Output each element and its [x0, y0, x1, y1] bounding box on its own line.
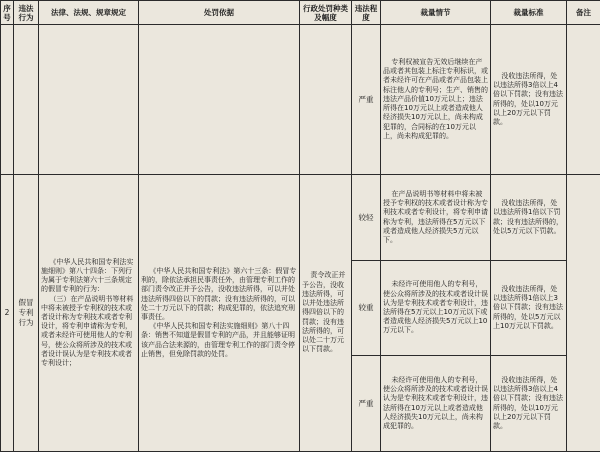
row1-degree: 严重	[352, 25, 381, 175]
law-paragraph-1: 《中华人民共和国专利法实施细则》第八十四条：下列行为属于专利法第六十三条规定的假冒专利的行为：	[41, 258, 136, 295]
row1-law-cell	[39, 25, 139, 175]
row2-seq: 2	[1, 175, 14, 452]
row2-circumstance-severe: 未经许可使用他人的专利号，使公众将所涉及的技术或者设计误认为是专利技术或者专利设计，违法所得在10万元以上或者造成他人经济损失10万元以上，尚未构成犯罪的。	[381, 356, 491, 452]
row2-act: 假冒专利行为	[14, 175, 39, 452]
basis-paragraph-1: 《中华人民共和国专利法》第六十三条：假冒专利的，除依法承担民事责任外，由管理专利工作的部门责令改正并予公告，没收违法所得，可以并处违法所得四倍以下的罚款；没有违法所得的，可以处二十万元以下的罚款；构成犯罪的，依法追究刑事责任。	[141, 267, 297, 322]
header-standard: 裁量标准	[491, 1, 567, 25]
row2-remark-cell	[567, 175, 600, 452]
row1-remark-cell	[567, 25, 600, 175]
header-seq: 序号	[1, 1, 14, 25]
row1-circumstance: 专利权被宣告无效后继续在产品或者其包装上标注专利标识，或者未经许可在产品或者产品包装上标注他人的专利号；生产、销售的违法产品价值10万元以上；违法所得在10万元以上或者造成他人经济损失10万元以上，尚未构成犯罪的，合同标的在10万元以上，尚未构成犯罪的。	[381, 25, 491, 175]
row1-act-cell	[14, 25, 39, 175]
row2-basis	[139, 175, 300, 452]
header-basis: 处罚依据	[139, 1, 300, 25]
row2-circumstance-light: 在产品说明书等材料中将未被授予专利权的技术或者设计称为专利技术或者专利设计，将专利申请称为专利，违法所得在5万元以下或者造成他人经济损失5万元以下。	[381, 175, 491, 261]
row1-penalty-cell	[300, 25, 352, 175]
header-penalty: 行政处罚种类及幅度	[300, 1, 352, 25]
row1-basis-cell	[139, 25, 300, 175]
table-row	[1, 25, 600, 175]
header-row	[1, 1, 600, 25]
header-remark: 备注	[567, 1, 600, 25]
row2-standard-light: 没收违法所得，处以违法所得1倍以下罚款；没有违法所得的，处以5万元以下罚款。	[491, 175, 567, 261]
row2-law	[39, 175, 139, 452]
header-degree: 违法程度	[352, 1, 381, 25]
basis-paragraph-2: 《中华人民共和国专利法实施细则》第八十四条：销售不知道是假冒专利的产品，并且能够证明该产品合法来源的，由管理专利工作的部门责令停止销售，但免除罚款的处罚。	[141, 322, 297, 359]
law-paragraph-2: （三）在产品说明书等材料中将未被授予专利权的技术或者设计称为专利技术或者专利设计，将专利申请称为专利，或者未经许可使用他人的专利号，使公众将所涉及的技术或者设计误认为是专利技术或者专利设计；	[41, 295, 136, 369]
row2-degree-severe: 严重	[352, 356, 381, 452]
row2-standard-moderate: 没收违法所得，处以违法所得1倍以上3倍以下罚款；没有违法所得的，处以5万元以上10万元以下罚款。	[491, 261, 567, 356]
row2-circumstance-moderate: 未经许可使用他人的专利号，使公众将所涉及的技术或者设计误认为是专利技术或者专利设计，违法所得在5万元以上10万元以下或者造成他人经济损失5万元以上10万元以下。	[381, 261, 491, 356]
header-law: 法律、法规、规章规定	[39, 1, 139, 25]
header-circumstance: 裁量情节	[381, 1, 491, 25]
row1-seq-cell	[1, 25, 14, 175]
row2-standard-severe: 没收违法所得，处以违法所得3倍以上4倍以下罚款；没有违法所得的，处以10万元以上20万元以下罚款。	[491, 356, 567, 452]
row2-penalty: 责令改正并予公告，没收违法所得，可以并处违法所得四倍以下的罚款；没有违法所得的，可以处二十万元以下罚款。	[300, 175, 352, 452]
row2-degree-moderate: 较重	[352, 261, 381, 356]
header-act: 违法行为	[14, 1, 39, 25]
row1-standard: 没收违法所得，处以违法所得3倍以上4倍以下罚款；没有违法所得的，处以10万元以上20万元以下罚款。	[491, 25, 567, 175]
row2-degree-light: 较轻	[352, 175, 381, 261]
table-row	[1, 175, 600, 261]
